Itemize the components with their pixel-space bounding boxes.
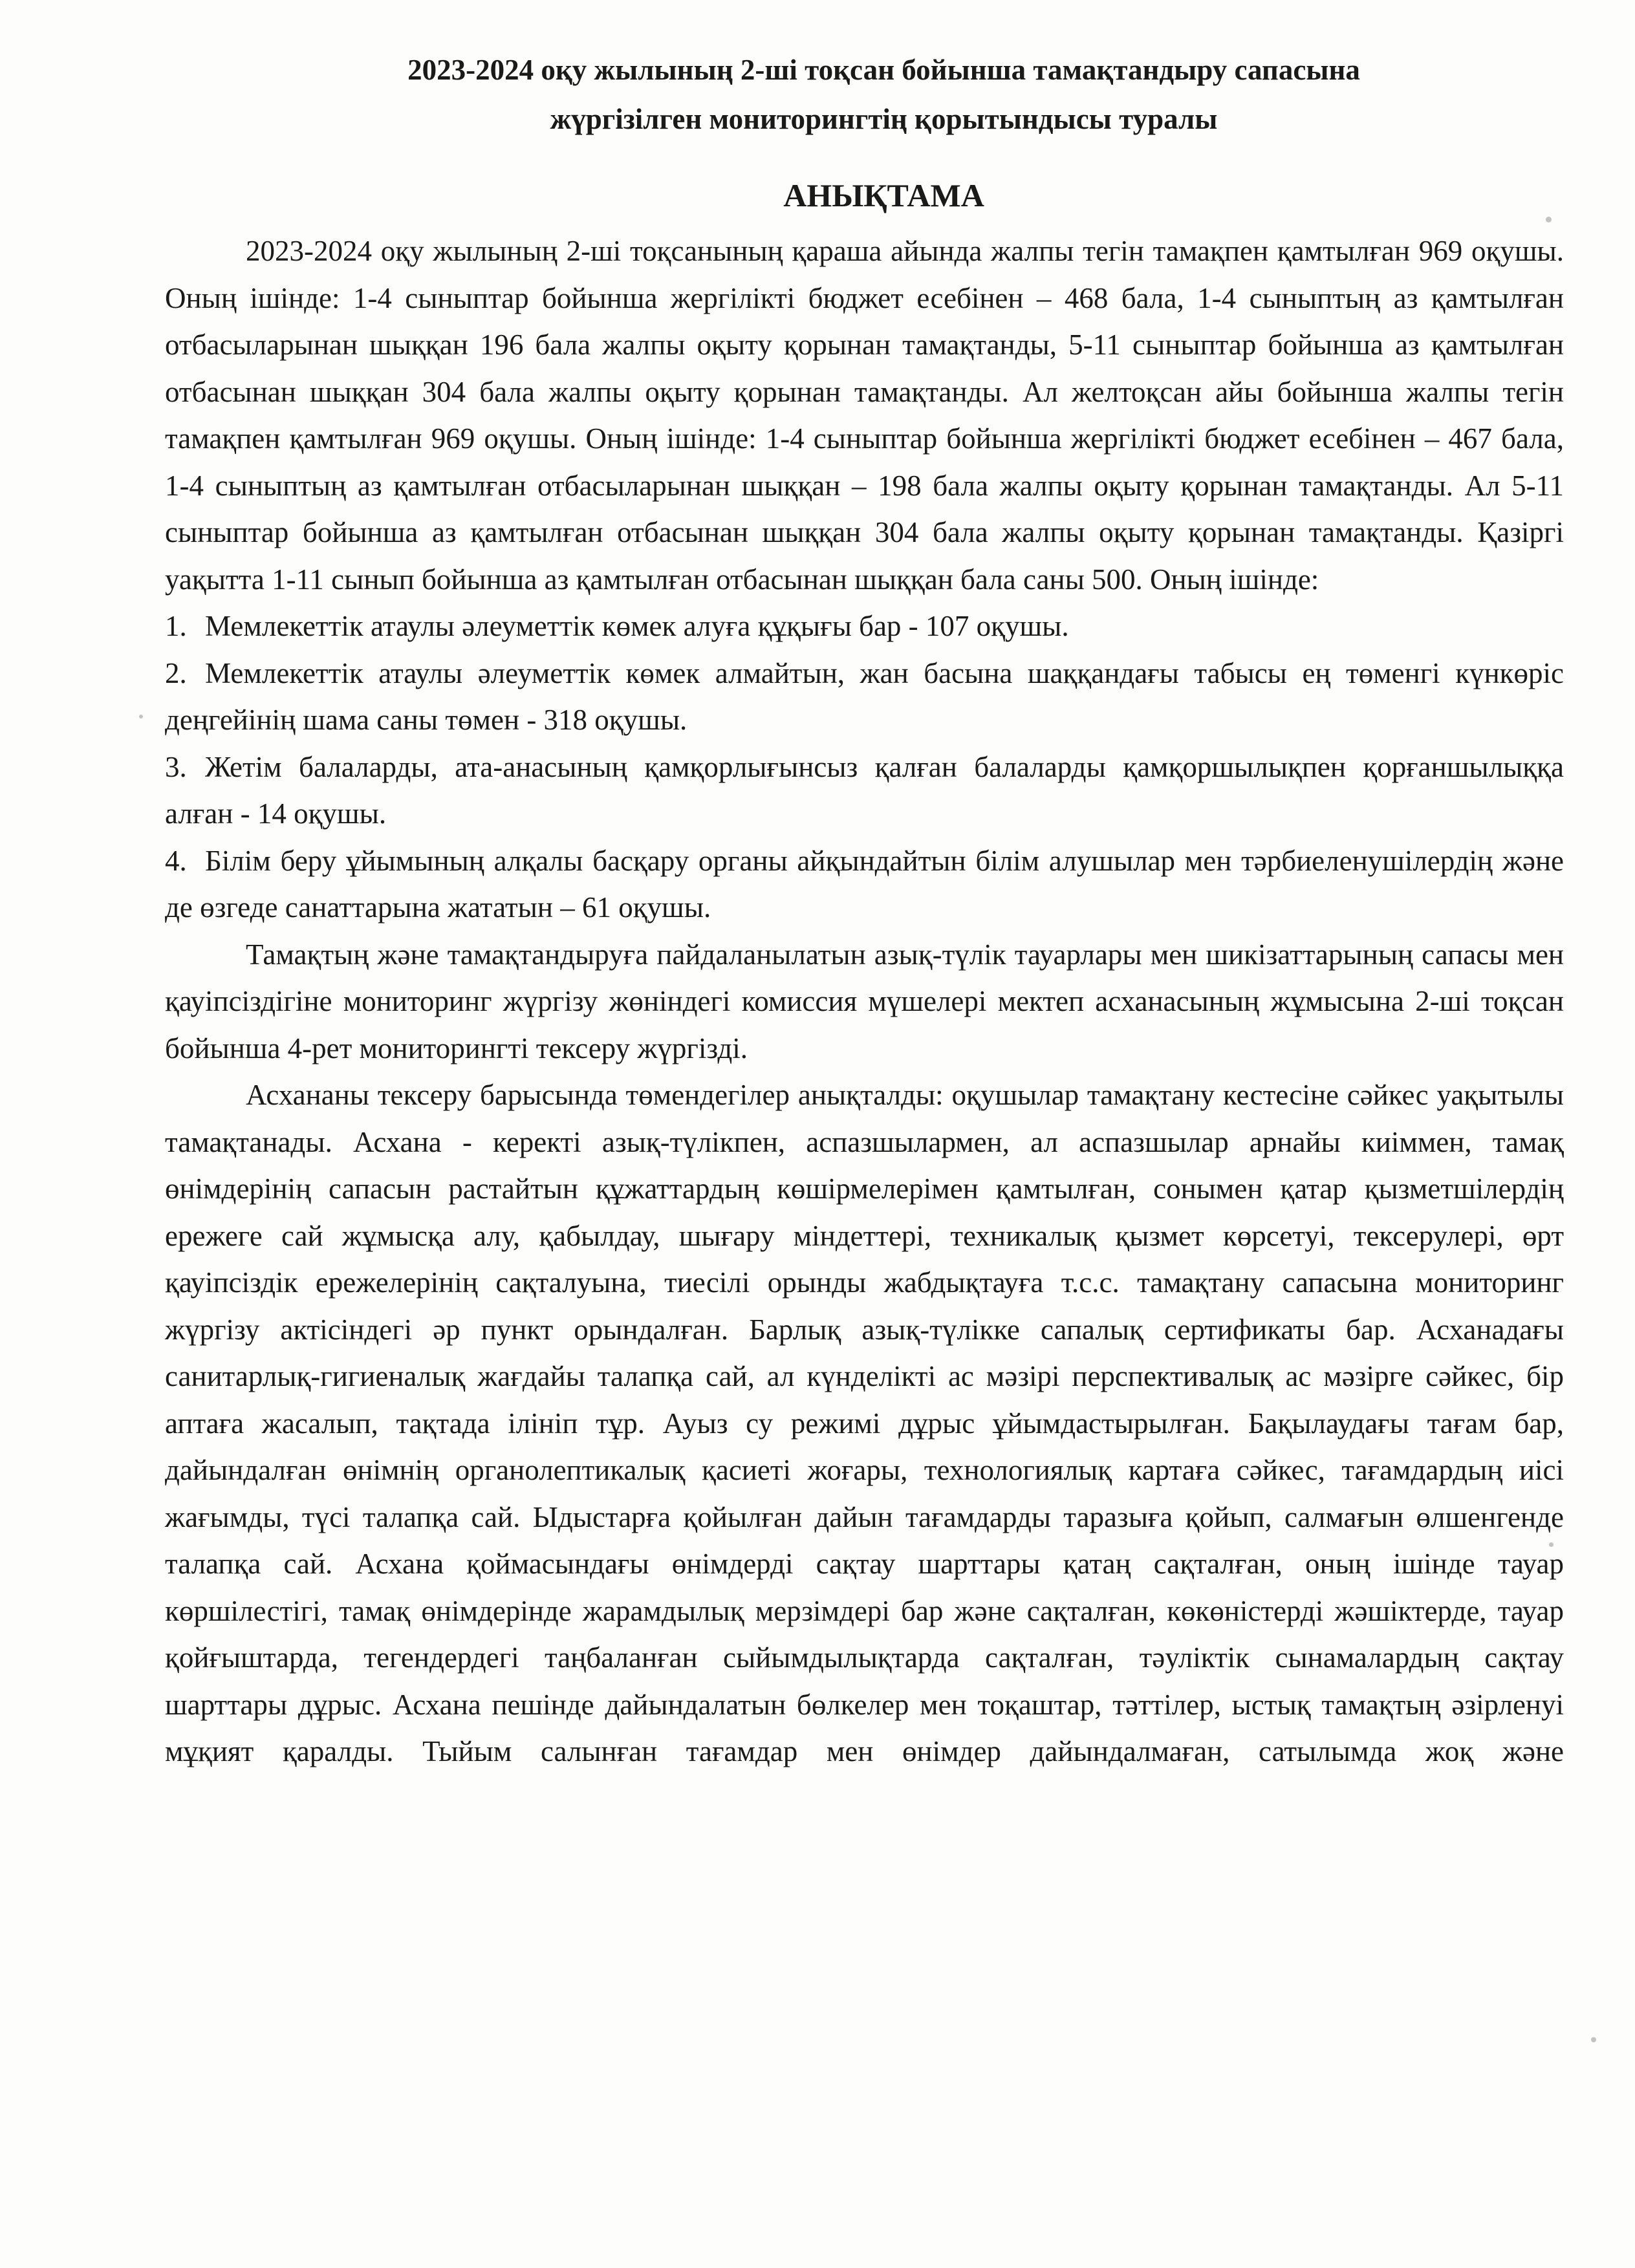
- scan-speck: [1549, 1542, 1554, 1547]
- list-item-text: Мемлекеттік атаулы әлеуметтік көмек алмайтын, жан басына шаққандағы табысы ең төменгі күнкөріс деңгейінің шама саны төмен - 318 оқушы.: [165, 656, 1564, 736]
- list-item: [165, 650, 1564, 744]
- numbered-list: [165, 603, 1564, 931]
- document-title-line-1: 2023-2024 оқу жылының 2-ші тоқсан бойынша тамақтандыру сапасына: [407, 54, 1360, 86]
- list-item-text: Білім беру ұйымының алқалы басқару органы айқындайтын білім алушылар мен тәрбиеленушілердің және де өзгеде санаттарына жататын – 61 оқушы.: [165, 844, 1564, 923]
- list-item: [165, 744, 1564, 837]
- list-item-number: 1.: [165, 610, 187, 642]
- scan-speck: [1591, 2037, 1596, 2042]
- intro-paragraph: 2023-2024 оқу жылының 2-ші тоқсанының қараша айында жалпы тегін тамақпен қамтылған 969 оқушы. Оның ішінде: 1-4 сыныптар бойынша жергілікті бюджет есебінен – 468 бала, 1-4 сыныптың аз қамтылған отбасыларынан шыққан 196 бала жалпы оқыту қорынан тамақтанды, 5-11 сыныптар бойынша аз қамтылған отбасынан шыққан 304 бала жалпы оқыту қорынан тамақтанды. Ал желтоқсан айы бойынша жалпы тегін тамақпен қамтылған 969 оқушы. Оның ішінде: 1-4 сыныптар бойынша жергілікті бюджет есебінен – 467 бала, 1-4 сыныптың аз қамтылған отбасыларынан шыққан – 198 бала жалпы оқыту қорынан тамақтанды. Ал 5-11 сыныптар бойынша аз қамтылған отбасынан шыққан 304 бала жалпы оқыту қорынан тамақтанды. Қазіргі уақытта 1-11 сынып бойынша аз қамтылған отбасынан шыққан бала саны 500. Оның ішінде:: [165, 235, 1564, 596]
- document-title-line-2: жүргізілген мониторингтің қорытындысы туралы: [550, 103, 1218, 135]
- commission-paragraph: Тамақтың және тамақтандыруға пайдаланылатын азық-түлік тауарлары мен шикізаттарының сапасы мен қауіпсіздігіне мониторинг жүргізу жөніндегі комиссия мүшелері мектеп асханасының жұмысына 2-ші тоқсан бойынша 4-рет мониторингті тексеру жүргізді.: [165, 938, 1564, 1064]
- document-body: [165, 228, 1564, 1775]
- inspection-paragraph: Асхананы тексеру барысында төмендегілер анықталды: оқушылар тамақтану кестесіне сәйкес уақытылы тамақтанады. Асхана - керекті азық-түлікпен, аспазшылармен, ал аспазшылар арнайы киіммен, тамақ өнімдерінің сапасын растайтын құжаттардың көшірмелерімен қамтылған, сонымен қатар қызметшілердің ережеге сай жұмысқа алу, қабылдау, шығару міндеттері, техникалық қызмет көрсетуі, тексерулері, өрт қауіпсіздік ережелерінің сақталуына, тиесілі орынды жабдықтауға т.с.с. тамақтану сапасына мониторинг жүргізу актісіндегі әр пункт орындалған. Барлық азық-түлікке сапалық сертификаты бар. Асханадағы санитарлық-гигиеналық жағдайы талапқа сай, ал күнделікті ас мәзірі перспективалық ас мәзірге сәйкес, бір аптаға жасалып, тақтада ілініп тұр. Ауыз су режимі дұрыс ұйымдастырылған. Бақылаудағы тағам бар, дайындалған өнімнің органолептикалық қасиеті жоғары, технологиялық картаға сәйкес, тағамдардың иісі жағымды, түсі талапқа сай. Ыдыстарға қойылған дайын тағамдарды таразыға қойып, салмағын өлшенгенде талапқа сай. Асхана қоймасындағы өнімдерді сақтау шарттары қатаң сақталған, оның ішінде тауар көршілестігі, тамақ өнімдерінде жарамдылық мерзімдері бар және сақталған, көкөністерді жәшіктерде, тауар қойғыштарда, тегендердегі таңбаланған сыйымдылықтарда сақталған, тәуліктік сынамалардың сақтау шарттары дұрыс. Асхана пешінде дайындалатын бөлкелер мен тоқаштар, тәттілер, ыстық тамақтың әзірленуі мұқият қаралды. Тыйым салынған тағамдар мен өнімдер дайындалмаған, сатылымда жоқ және: [165, 1079, 1564, 1767]
- scan-speck: [1546, 217, 1552, 222]
- document-heading: АНЫҚТАМА: [783, 177, 984, 213]
- list-item-number: 3.: [165, 750, 187, 783]
- scan-speck: [139, 715, 143, 718]
- list-item: [165, 603, 1564, 650]
- list-item-number: 4.: [165, 844, 187, 877]
- document-title: [165, 45, 1564, 144]
- list-item: [165, 837, 1564, 931]
- list-item-text: Мемлекеттік атаулы әлеуметтік көмек алуға құқығы бар - 107 оқушы.: [205, 610, 1069, 642]
- list-item-text: Жетім балаларды, ата-анасының қамқорлығынсыз қалған балаларды қамқоршылықпен қорғаншылыққа алған - 14 оқушы.: [165, 750, 1564, 830]
- list-item-number: 2.: [165, 656, 187, 689]
